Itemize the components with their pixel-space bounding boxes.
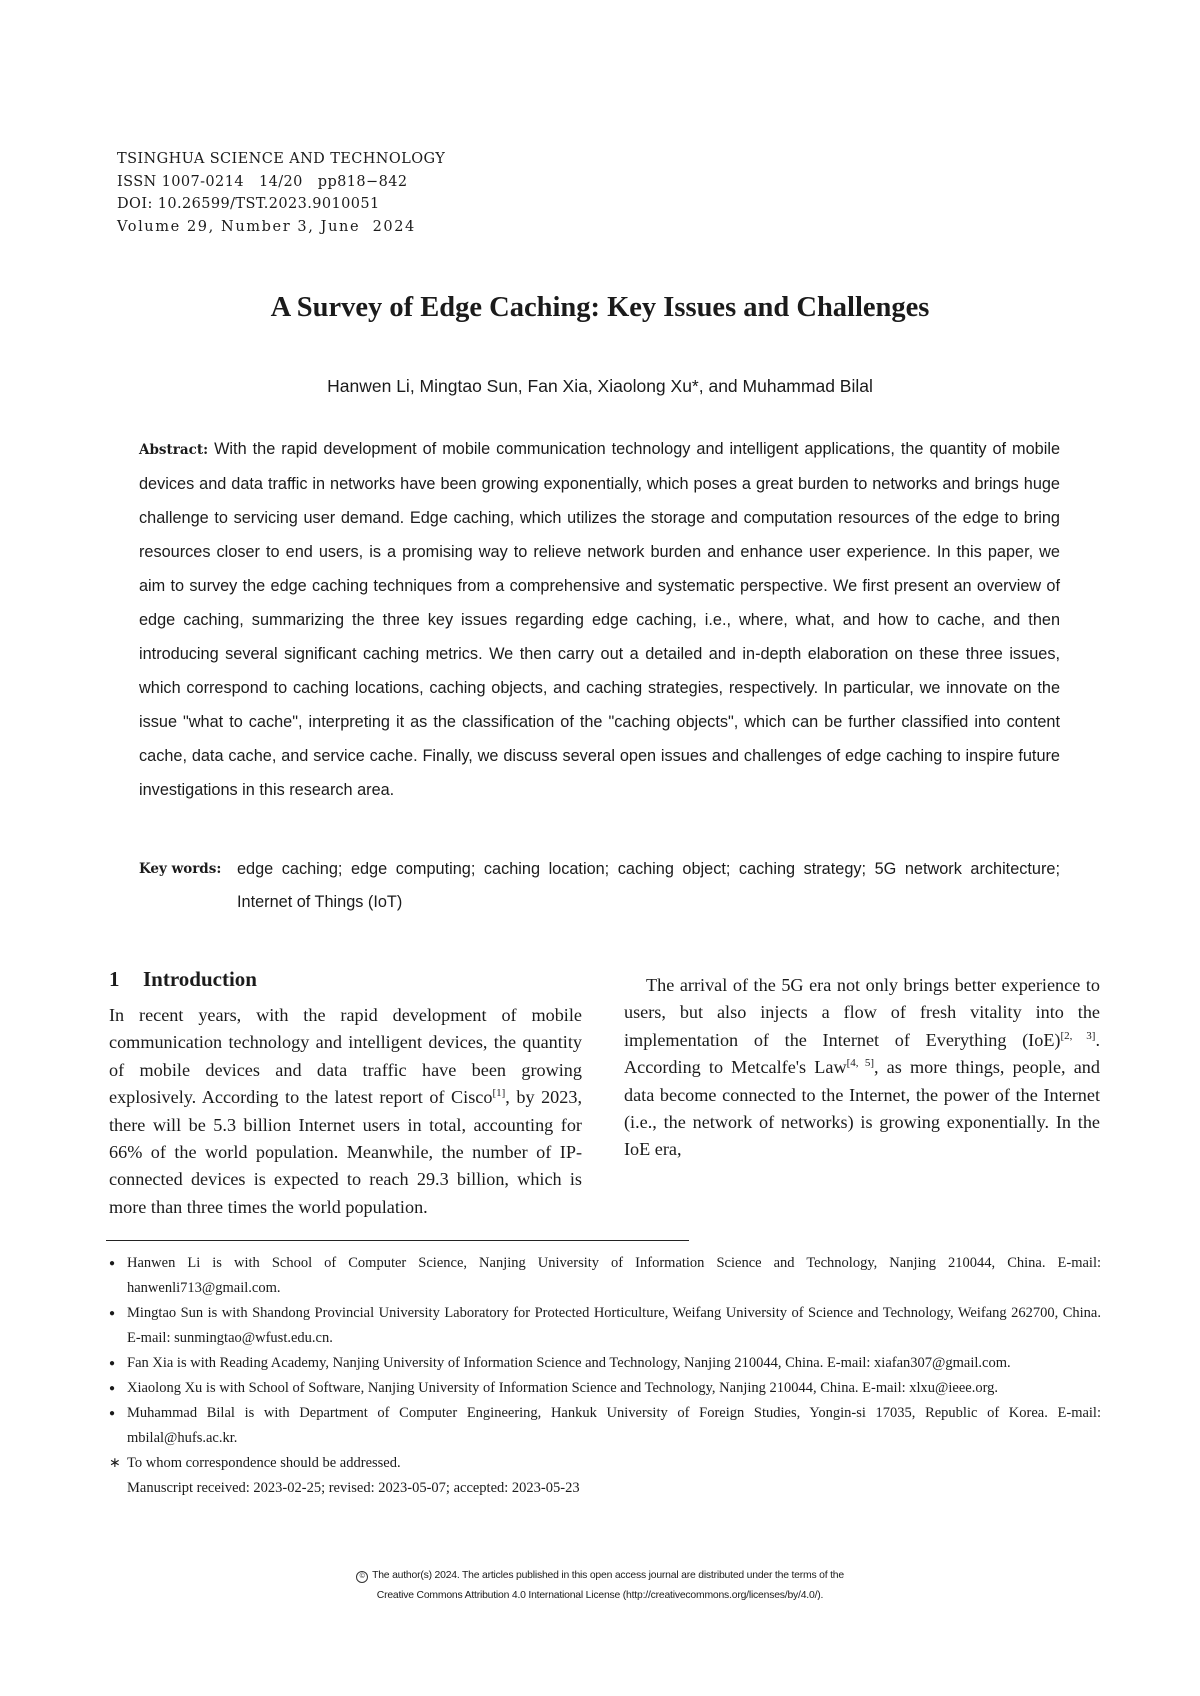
paper-title: A Survey of Edge Caching: Key Issues and Challenges	[270, 292, 930, 323]
left-column	[109, 967, 582, 1221]
author-list: Hanwen Li, Mingtao Sun, Fan Xia, Xiaolong Xu*, and Muhammad Bilal	[327, 376, 873, 396]
keywords-label: Key words:	[139, 861, 222, 877]
footnote-text: Fan Xia is with Reading Academy, Nanjing University of Information Science and Technology, Nanjing 210044, China. E-mail: xiafan307@gmail.com.	[127, 1355, 1011, 1371]
journal-header	[117, 148, 445, 238]
footnote-item	[109, 1376, 1101, 1401]
volume-line: Volume 29, Number 3, June 2024	[117, 218, 416, 235]
footnote-item	[109, 1301, 1101, 1351]
citation: [1]	[492, 1087, 506, 1100]
journal-name: TSINGHUA SCIENCE AND TECHNOLOGY	[117, 151, 446, 167]
paragraph-text: In recent years, with the rapid development of mobile communication technology and intelligent devices, the quantity of mobile devices and data traffic have been growing explosively. According to the latest report of Cisco	[109, 1005, 582, 1108]
abstract-text: With the rapid development of mobile communication technology and intelligent applications, the quantity of mobile devices and data traffic in networks have been growing exponentially, which poses a great burden to networks and brings huge challenge to servicing user demand. Edge caching, which utilizes the storage and computation resources of the edge to bring resources closer to end users, is a promising way to relieve network burden and enhance user experience. In this paper, we aim to survey the edge caching techniques from a comprehensive and systematic perspective. We first present an overview of edge caching, summarizing the three key issues regarding edge caching, i.e., where, what, and how to cache, and then introducing several significant caching metrics. We then carry out a detailed and in-depth elaboration on these three issues, which correspond to caching locations, caching objects, and caching strategies, respectively. In particular, we innovate on the issue "what to cache", interpreting it as the classification of the "caching objects", which can be further classified into content cache, data cache, and service cache. Finally, we discuss several open issues and challenges of edge caching to inspire future investigations in this research area.	[139, 440, 1060, 799]
section-title: Introduction	[143, 967, 257, 991]
paragraph-text: The arrival of the 5G era not only brings better experience to users, but also injects a flow of fresh vitality into the implementation of the Internet of Everything (IoE)	[624, 975, 1100, 1050]
bullet-icon: ●	[109, 1383, 116, 1394]
citation: [4, 5]	[846, 1057, 874, 1070]
right-column	[624, 975, 1100, 1164]
copyright-icon: ©	[356, 1571, 368, 1583]
issn-line: ISSN 1007-0214 14/20 pp818−842	[117, 173, 408, 190]
abstract	[139, 432, 1060, 807]
footnote-text: Mingtao Sun is with Shandong Provincial University Laboratory for Protected Horticulture, Weifang University of Science and Technology, Weifang 262700, China. E-mail: sunmingtao@wfust.edu.cn.	[127, 1305, 1101, 1346]
footnote-item	[109, 1251, 1101, 1301]
bullet-icon: ●	[109, 1258, 116, 1269]
manuscript-dates: Manuscript received: 2023-02-25; revised: 2023-05-07; accepted: 2023-05-23	[127, 1480, 580, 1496]
keywords-text: edge caching; edge computing; caching location; caching object; caching strategy; 5G network architecture; Internet of Things (IoT)	[237, 860, 1060, 911]
footnote-text: Hanwen Li is with School of Computer Science, Nanjing University of Information Science and Technology, Nanjing 210044, China. E-mail: hanwenli713@gmail.com.	[127, 1255, 1101, 1296]
license-line-2: Creative Commons Attribution 4.0 International License (http://creativecommons.org/licenses/by/4.0/).	[376, 1590, 824, 1601]
footnote-item	[109, 1401, 1101, 1451]
bullet-icon: ●	[109, 1308, 116, 1319]
license-line-1: The author(s) 2024. The articles published in this open access journal are distributed under the terms of the	[372, 1570, 844, 1581]
bullet-icon: ●	[109, 1408, 116, 1419]
asterisk-icon: ∗	[109, 1456, 121, 1471]
section-number: 1	[109, 967, 120, 991]
footnote-text: Xiaolong Xu is with School of Software, Nanjing University of Information Science and Technology, Nanjing 210044, China. E-mail: xlxu@ieee.org.	[127, 1380, 999, 1396]
keywords	[139, 853, 1060, 919]
intro-paragraph-2	[624, 972, 1100, 1164]
section-heading	[109, 966, 582, 993]
footnote-text: To whom correspondence should be addressed.	[127, 1455, 401, 1471]
bullet-icon: ●	[109, 1358, 116, 1369]
correspondence-note	[109, 1451, 1101, 1476]
intro-paragraph-1	[109, 1002, 582, 1221]
license-notice	[0, 1566, 1200, 1606]
abstract-label: Abstract:	[139, 442, 209, 458]
footnote-text: Muhammad Bilal is with Department of Computer Engineering, Hankuk University of Foreign Studies, Yongin-si 17035, Republic of Korea. E-mail: mbilal@hufs.ac.kr.	[127, 1405, 1101, 1446]
paragraph-text: , as more things, people, and data become connected to the Internet, the power of the Internet (i.e., the network of networks) is growing exponentially. In the IoE era,	[624, 1057, 1100, 1160]
footnote-divider	[106, 1240, 689, 1241]
citation: [2, 3]	[1060, 1029, 1096, 1042]
paragraph-text: , by 2023, there will be 5.3 billion Internet users in total, accounting for 66% of the world population. Meanwhile, the number of IP-connected devices is expected to reach 29.3 billion, which is more than three times the world population.	[109, 1087, 582, 1217]
footnotes	[109, 1251, 1101, 1501]
doi-line: DOI: 10.26599/TST.2023.9010051	[117, 196, 380, 212]
paragraph-text: . According to Metcalfe's Law	[624, 1029, 1100, 1078]
footnote-item	[109, 1351, 1101, 1376]
